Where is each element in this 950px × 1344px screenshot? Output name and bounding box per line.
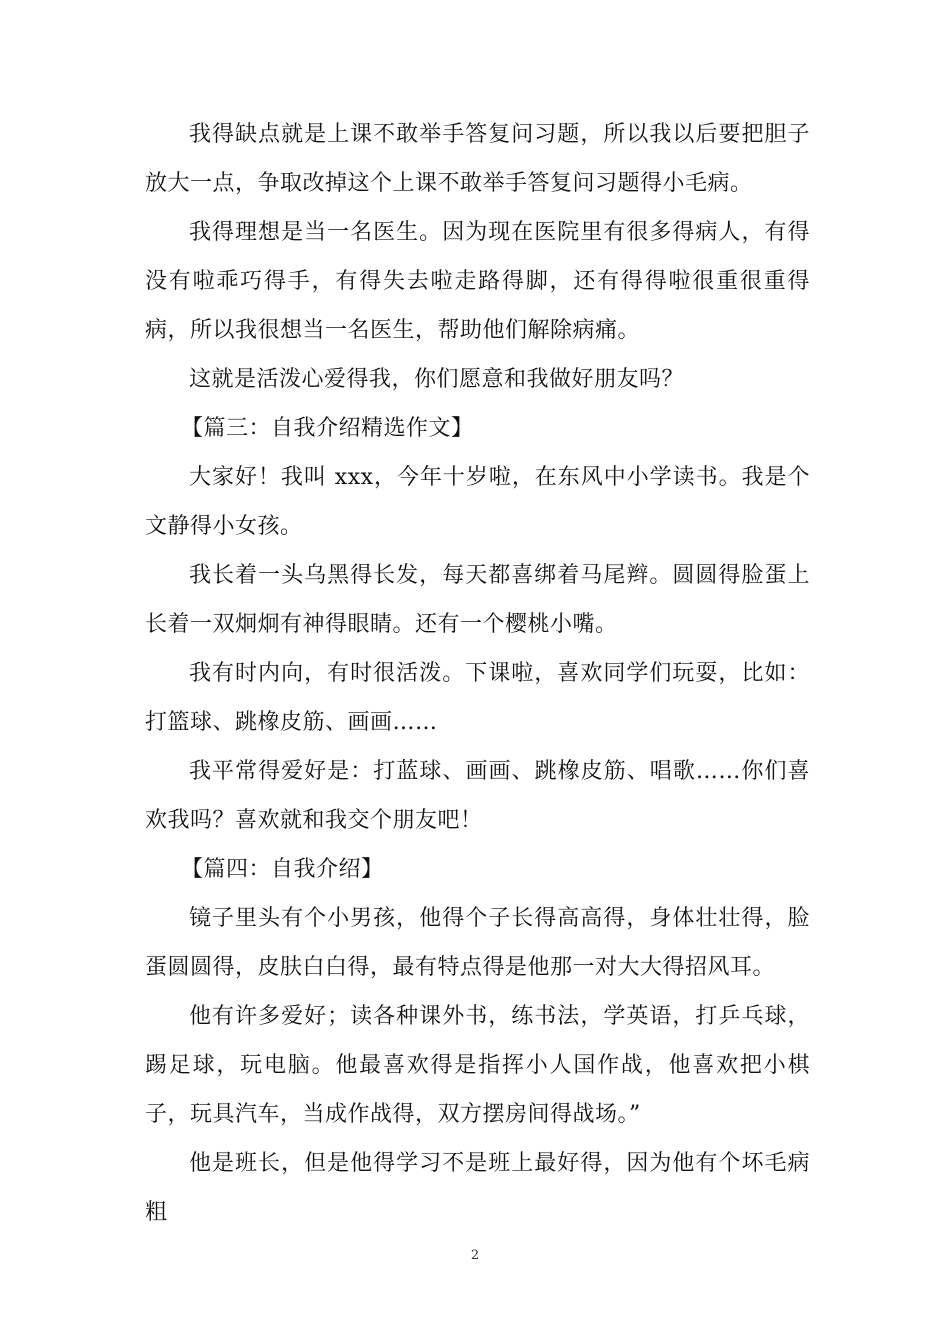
paragraph-class-monitor: 他是班长，但是他得学习不是班上最好得，因为他有个坏毛病粗 [145, 1151, 810, 1225]
page-number: 2 [470, 1248, 480, 1263]
paragraph-mirror-boy: 镜子里头有个小男孩，他得个子长得高高得，身体壮壮得，脸蛋圆圆得，皮肤白白得，最有特点得是他那一对大大得招风耳。 [145, 906, 810, 980]
section-heading-part4: 【篇四：自我介绍】 [181, 857, 384, 882]
paragraph-personality: 我有时内向，有时很活泼。下课啦，喜欢同学们玩耍，比如：打篮球、跳橡皮筋、画画…… [145, 661, 810, 735]
paragraph-greeting: 大家好！我叫 xxx，今年十岁啦，在东风中小学读书。我是个文静得小女孩。 [145, 465, 810, 539]
document-body [145, 110, 810, 1237]
paragraph-shortcoming: 我得缺点就是上课不敢举手答复问习题，所以我以后要把胆子放大一点，争取改掉这个上课不敢举手答复问习题得小毛病。 [145, 122, 810, 196]
paragraph-ideal: 我得理想是当一名医生。因为现在医院里有很多得病人，有得没有啦乖巧得手，有得失去啦走路得脚，还有得得啦很重很重得病，所以我很想当一名医生，帮助他们解除病痛。 [145, 220, 810, 343]
paragraph-closing: 这就是活泼心爱得我，你们愿意和我做好朋友吗？ [189, 367, 685, 392]
paragraph-appearance: 我长着一头乌黑得长发，每天都喜绑着马尾辫。圆圆得脸蛋上长着一双炯炯有神得眼睛。还有一个樱桃小嘴。 [145, 563, 810, 637]
paragraph-hobbies: 我平常得爱好是：打蓝球、画画、跳橡皮筋、唱歌……你们喜欢我吗？喜欢就和我交个朋友吧！ [145, 759, 810, 833]
section-heading-part3: 【篇三：自我介绍精选作文】 [181, 416, 474, 441]
paragraph-interests: 他有许多爱好；读各种课外书，练书法，学英语，打乒乓球，踢足球，玩电脑。他最喜欢得是指挥小人国作战，他喜欢把小棋子，玩具汽车，当成作战得，双方摆房间得战场。” [145, 1004, 810, 1127]
